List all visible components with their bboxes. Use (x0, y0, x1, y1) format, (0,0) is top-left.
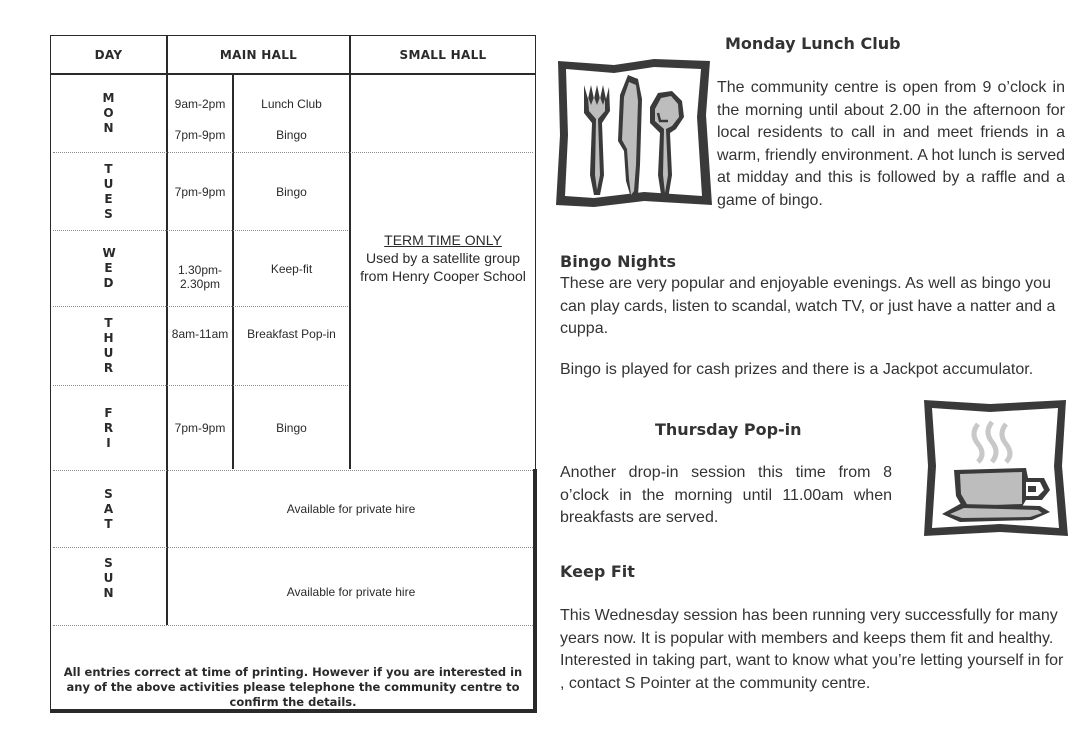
activity-cell: Breakfast Pop-in (247, 327, 336, 341)
time-cell (168, 261, 232, 293)
day-sun (51, 548, 166, 616)
time-line: 1.30pm- (177, 263, 223, 277)
keepfit-heading: Keep Fit (560, 562, 635, 581)
day-mon (51, 75, 166, 152)
table-shadow (533, 469, 537, 713)
time-cell: 8am-11am (171, 327, 229, 341)
term-time-only-label: TERM TIME ONLY (384, 232, 502, 248)
bingo-body: These are very popular and enjoyable evenings. As well as bingo you can play cards, listen to scandal, watch TV, or just have a natter and a cuppa. (560, 275, 1056, 337)
day-label: WED (102, 246, 116, 290)
day-label: SUN (103, 556, 114, 600)
day-fri (51, 386, 166, 470)
schedule-table (50, 35, 536, 711)
lunch-club-body: The community centre is open from 9 o’clock in the morning until about 2.00 in the afternoon for local residents to call in and meet friends in a warm, friendly environment. A hot lunch is served at midday and this is followed by a raffle and a game of bingo. (717, 79, 1065, 209)
activity-cell: Bingo (276, 128, 307, 142)
time-line: 2.30pm (179, 277, 221, 291)
day-sat (51, 471, 166, 547)
day-label: MON (102, 91, 115, 135)
bingo-prizes: Bingo is played for cash prizes and there is a Jackpot accumulator. (560, 361, 1034, 378)
day-label: TUES (103, 161, 114, 221)
activity-cell: Keep-fit (270, 261, 313, 276)
small-hall-description: Used by a satellite group from Henry Cooper School (360, 250, 526, 284)
day-wed (51, 231, 166, 306)
lunch-club-heading: Monday Lunch Club (725, 34, 901, 53)
activity-cell: Bingo (276, 421, 307, 435)
day-label: FRI (103, 405, 114, 450)
header-main-hall: MAIN HALL (219, 47, 298, 62)
time-cell: 9am-2pm (174, 97, 226, 111)
time-cell: 7pm-9pm (174, 184, 226, 199)
day-tues (51, 153, 166, 230)
bingo-heading: Bingo Nights (560, 252, 676, 271)
day-thur (51, 307, 166, 385)
activity-cell: Bingo (276, 184, 307, 199)
day-label: THUR (103, 316, 114, 375)
day-label: SAT (103, 486, 114, 531)
disclaimer-note: All entries correct at time of printing. However if you are interested in any of the above activities please telephone the community centre to confirm the details. (63, 665, 523, 709)
activity-cell: Lunch Club (261, 97, 322, 111)
coffee-cup-icon (920, 396, 1070, 540)
keepfit-body: This Wednesday session has been running very successfully for many years now. It is popular with members and keeps them fit and healthy. Interested in taking part, want to know what you’re letting yourself in for , contact S Pointer at the community centre. (560, 607, 1064, 692)
small-hall-note (351, 231, 535, 285)
header-day: DAY (94, 47, 123, 62)
popin-body: Another drop-in session this time from 8 o’clock in the morning until 11.00am when breakfasts are served. (560, 464, 892, 526)
private-hire-cell: Available for private hire (286, 502, 416, 516)
table-shadow (50, 709, 537, 713)
private-hire-cell: Available for private hire (286, 584, 416, 599)
popin-heading: Thursday Pop-in (655, 420, 802, 439)
time-cell: 7pm-9pm (174, 128, 226, 142)
header-small-hall: SMALL HALL (399, 47, 487, 62)
cutlery-icon (554, 55, 714, 211)
time-cell: 7pm-9pm (174, 421, 226, 435)
